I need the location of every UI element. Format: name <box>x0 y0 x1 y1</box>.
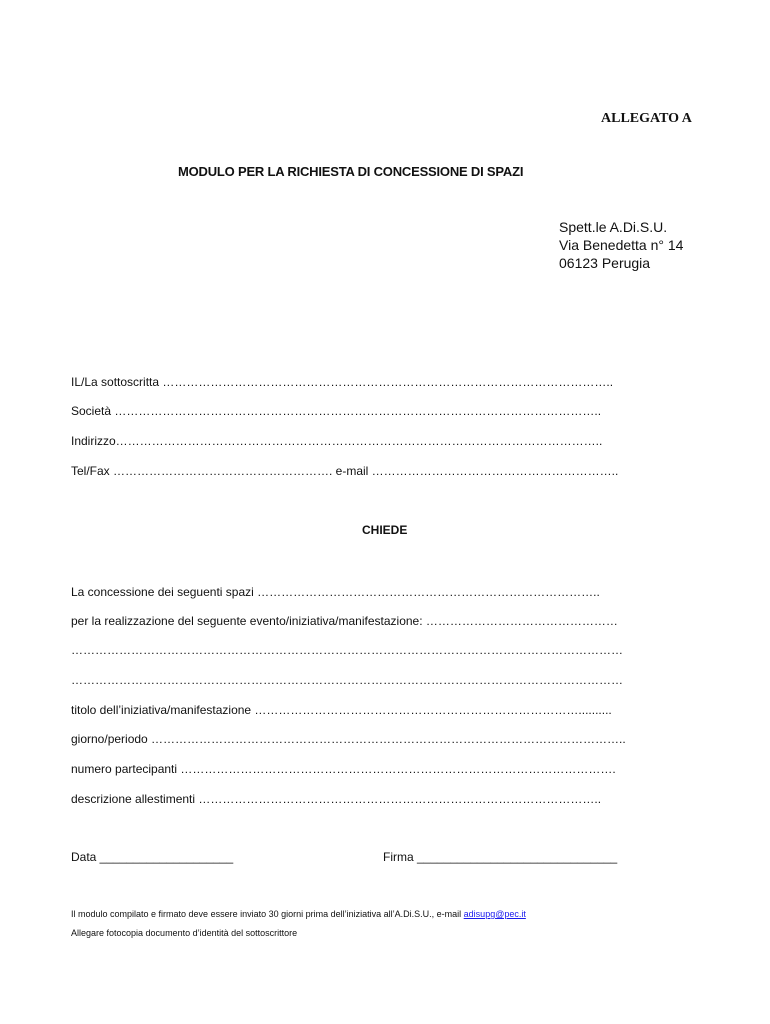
recipient-address <box>559 218 683 272</box>
field-telfax-email[interactable]: Tel/Fax ………………………………………………. e-mail …………………………………………………….. <box>71 464 619 478</box>
field-indirizzo[interactable]: Indirizzo………………………………………………………………………………………………………….. <box>71 434 603 448</box>
field-societa[interactable]: Società ………………………………………………………………………………………………………….. <box>71 404 602 418</box>
field-dots-line-2[interactable]: ………………………………………………………………………………………………………………………… <box>71 673 623 687</box>
field-realizzazione[interactable]: per la realizzazione del seguente evento/iniziativa/manifestazione: ………………………………………… <box>71 614 618 628</box>
footer-email-link[interactable]: adisupg@pec.it <box>463 909 526 919</box>
footer-allegare: Allegare fotocopia documento d’identità del sottoscrittore <box>71 928 298 938</box>
field-sottoscritta[interactable]: IL/La sottoscritta ………………………………………………………………………………………………….. <box>71 375 614 389</box>
recipient-line-1: Spett.le A.Di.S.U. <box>559 219 668 235</box>
form-title: MODULO PER LA RICHIESTA DI CONCESSIONE DI SPAZI <box>178 164 524 179</box>
field-firma[interactable]: Firma ______________________________ <box>383 850 618 864</box>
footer-note <box>71 909 526 919</box>
footer-note-text: Il modulo compilato e firmato deve essere inviato 30 giorni prima dell’iniziativa all’A.Di.S.U., e-mail <box>71 909 464 919</box>
recipient-line-3: 06123 Perugia <box>559 255 651 271</box>
field-dots-line-1[interactable]: ………………………………………………………………………………………………………………………… <box>71 643 623 657</box>
field-titolo[interactable]: titolo dell’iniziativa/manifestazione ……………………………………………………………………….......... <box>71 703 612 717</box>
field-descrizione-allestimenti[interactable]: descrizione allestimenti ……………………………………………………………………………………….. <box>71 792 602 806</box>
field-giorno-periodo[interactable]: giorno/periodo ……………………………………………………………………………………………………….. <box>71 732 626 746</box>
allegato-label: ALLEGATO A <box>601 111 692 126</box>
chiede-heading: CHIEDE <box>362 523 408 537</box>
field-data[interactable]: Data ____________________ <box>71 850 234 864</box>
field-concessione[interactable]: La concessione dei seguenti spazi ………………………………………………………………………….. <box>71 585 600 599</box>
recipient-line-2: Via Benedetta n° 14 <box>559 237 684 253</box>
field-numero-partecipanti[interactable]: numero partecipanti ………………………………………………………………………………………………. <box>71 762 616 776</box>
